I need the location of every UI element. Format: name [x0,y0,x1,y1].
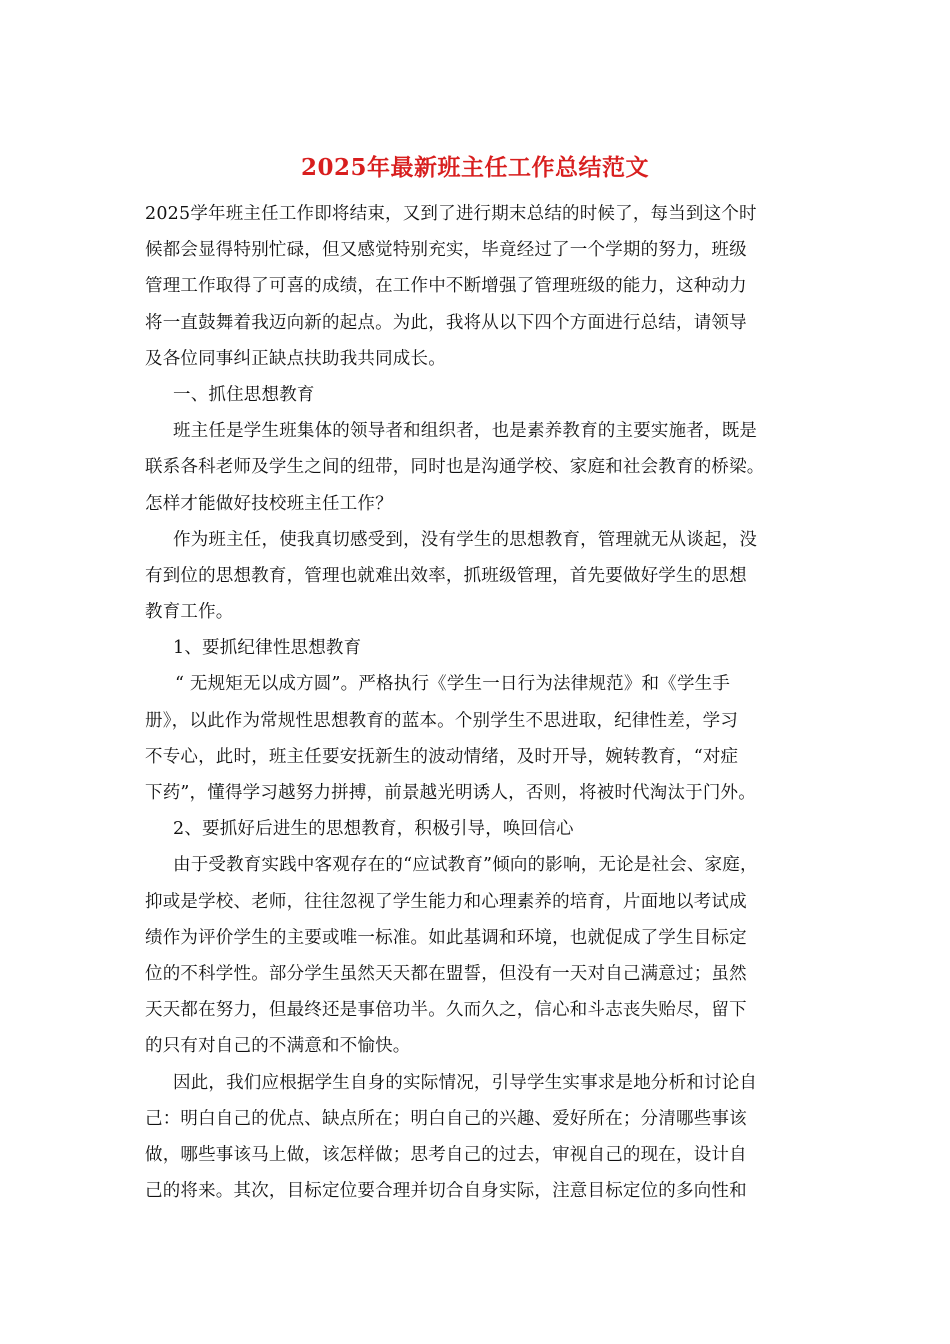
body-line: 做，哪些事该马上做，该怎样做；思考自己的过去，审视自己的现在，设计自 [145,1144,747,1165]
body-line: 抑或是学校、老师，往往忽视了学生能力和心理素养的培育，片面地以考试成 [145,891,747,912]
body-line: 一、抓住思想教育 [173,384,315,405]
body-line: 有到位的思想教育，管理也就难出效率，抓班级管理，首先要做好学生的思想 [145,565,747,586]
body-line: 管理工作取得了可喜的成绩，在工作中不断增强了管理班级的能力，这种动力 [145,276,747,297]
body-line: 联系各科老师及学生之间的纽带，同时也是沟通学校、家庭和社会教育的桥梁。 [145,457,765,478]
body-line: 位的不科学性。部分学生虽然天天都在盟誓，但没有一天对自己满意过；虽然 [145,963,747,984]
body-line: 册》，以此作为常规性思想教育的蓝本。个别学生不思进取，纪律性差，学习 [145,710,739,731]
body-line: 2、要抓好后进生的思想教育，积极引导，唤回信心 [173,819,574,840]
body-line: 将一直鼓舞着我迈向新的起点。为此，我将从以下四个方面进行总结，请领导 [145,312,747,333]
body-line: 1、要抓纪律性思想教育 [173,638,362,659]
body-line: 班主任是学生班集体的领导者和组织者，也是素养教育的主要实施者，既是 [173,421,758,442]
body-line: 2025学年班主任工作即将结束，又到了进行期末总结的时候了，每当到这个时 [145,204,757,224]
body-line: 候都会显得特别忙碌，但又感觉特别充实，毕竟经过了一个学期的努力，班级 [145,240,747,261]
body-line: 由于受教育实践中客观存在的“应试教育”倾向的影响，无论是社会、家庭， [173,855,758,876]
document-title: 2025年最新班主任工作总结范文 [300,154,649,181]
body-line: 怎样才能做好技校班主任工作？ [145,493,393,514]
body-line: 己：明白自己的优点、缺点所在；明白自己的兴趣、爱好所在；分清哪些事该 [145,1108,747,1129]
body-line: 因此，我们应根据学生自身的实际情况，引导学生实事求是地分析和讨论自 [173,1072,758,1093]
body-line: 的只有对自己的不满意和不愉快。 [145,1036,411,1057]
body-line: 己的将来。其次，目标定位要合理并切合自身实际，注意目标定位的多向性和 [145,1181,747,1202]
document-body [145,196,815,1209]
body-line: “ 无规矩无以成方圆”。严格执行《学生一日行为法律规范》和《学生手 [175,674,731,695]
body-line: 作为班主任，使我真切感受到，没有学生的思想教育，管理就无从谈起，没 [173,529,758,550]
body-line: 不专心，此时，班主任要安抚新生的波动情绪，及时开导，婉转教育，“对症 [145,746,739,767]
body-line: 下药”，懂得学习越努力拼搏，前景越光明诱人，否则，将被时代淘汰于门外。 [145,783,756,803]
body-line: 教育工作。 [145,602,234,623]
body-line: 绩作为评价学生的主要或唯一标准。如此基调和环境，也就促成了学生目标定 [145,927,747,948]
body-line: 天天都在努力，但最终还是事倍功半。久而久之，信心和斗志丧失贻尽，留下 [145,1000,747,1021]
body-line: 及各位同事纠正缺点扶助我共同成长。 [145,348,446,369]
